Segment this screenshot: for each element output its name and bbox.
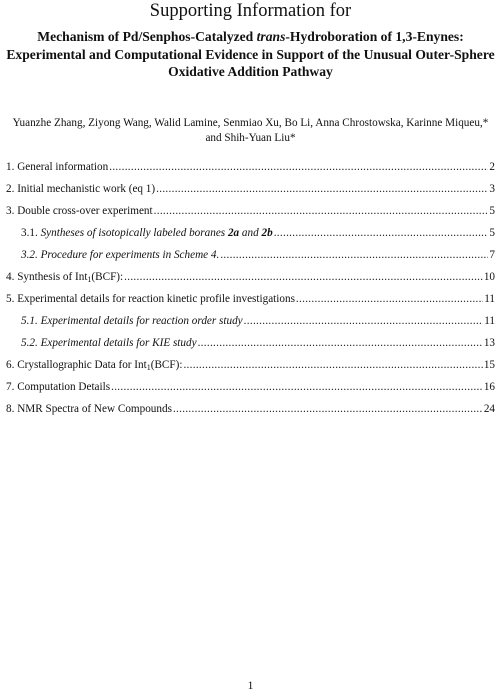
toc-entry-initial[interactable]	[6, 182, 495, 196]
toc-leader	[220, 248, 488, 262]
toc-leader	[183, 358, 482, 372]
toc-leader	[274, 226, 489, 240]
toc-label	[21, 314, 243, 328]
toc-leader	[296, 292, 483, 306]
toc-page: 11	[484, 315, 495, 327]
toc-leader	[109, 160, 488, 174]
toc-page: 15	[483, 359, 495, 371]
toc-number: 5.1.	[21, 315, 41, 327]
toc-label: 2. Initial mechanistic work (eq 1)	[6, 183, 156, 195]
toc-entry-kinetic[interactable]	[6, 292, 495, 306]
toc-label	[6, 358, 182, 372]
toc-leader	[156, 182, 488, 196]
toc-entry-kie[interactable]	[21, 336, 495, 350]
toc-entry-nmr[interactable]	[6, 402, 495, 416]
author-list	[6, 116, 495, 146]
toc-leader	[198, 336, 483, 350]
toc-page: 5	[489, 227, 495, 239]
toc-text-suffix: (BCF):	[150, 359, 183, 371]
toc-text: Syntheses of isotopically labeled boranes	[40, 227, 228, 239]
toc-entry-syntheses[interactable]	[21, 226, 495, 240]
compound-2b: 2b	[261, 227, 273, 239]
toc-page: 10	[483, 271, 495, 283]
toc-label	[6, 270, 123, 284]
toc-text: Experimental details for reaction order study	[40, 315, 243, 327]
toc-label: 7. Computation Details	[6, 381, 111, 393]
toc-entry-crossover[interactable]	[6, 204, 495, 218]
toc-text-and: and	[239, 227, 262, 239]
toc-subscript: 1	[87, 275, 92, 284]
toc-number: 5.2.	[21, 337, 41, 349]
compound-2a: 2a	[227, 227, 240, 239]
toc-leader	[173, 402, 483, 416]
toc-label	[21, 336, 197, 350]
toc-entry-computation[interactable]	[6, 380, 495, 394]
toc-leader	[244, 314, 484, 328]
toc-text: Procedure for experiments in Scheme 4.	[40, 249, 220, 261]
toc-entry-order[interactable]	[21, 314, 495, 328]
toc-page: 7	[489, 249, 495, 261]
toc-subscript: 1	[146, 363, 151, 372]
toc-leader	[111, 380, 483, 394]
authors-line-1: Yuanzhe Zhang, Ziyong Wang, Walid Lamine, Senmiao Xu, Bo Li, Anna Chrostowska, Karinne Miqueu,*	[12, 117, 489, 129]
toc-label	[21, 248, 219, 262]
toc-number: 3.1.	[21, 227, 41, 239]
toc-label	[21, 226, 273, 240]
toc-text: 6. Crystallographic Data for Int	[6, 359, 147, 371]
toc-entry-crystal[interactable]	[6, 358, 495, 372]
page-number: 1	[247, 680, 254, 692]
title-part3: -Hydroboration of 1,3-Enynes: Experimental and Computational Evidence in Support of the Unusual Outer-Sphere Oxidative Addition Pathway	[6, 29, 495, 79]
toc-leader	[124, 270, 483, 284]
toc-page: 11	[484, 293, 495, 305]
title-part1: Mechanism of Pd/Senphos-Catalyzed	[37, 29, 257, 44]
toc-page: 13	[483, 337, 495, 349]
toc-entry-procedure[interactable]	[21, 248, 495, 262]
toc-page: 16	[483, 381, 495, 393]
toc-label: 1. General information	[6, 161, 109, 173]
toc-page: 24	[483, 403, 495, 415]
toc-text-suffix: (BCF):	[91, 271, 124, 283]
paper-title	[6, 28, 495, 81]
toc-page: 5	[489, 205, 495, 217]
toc-text: Experimental details for KIE study	[40, 337, 197, 349]
toc-entry-synthesis-int[interactable]	[6, 270, 495, 284]
toc-label: 8. NMR Spectra of New Compounds	[6, 403, 172, 415]
toc-text: 4. Synthesis of Int	[6, 271, 88, 283]
authors-line-2: and Shih-Yuan Liu*	[205, 132, 296, 144]
toc-entry-general[interactable]	[6, 160, 495, 174]
header-title: Supporting Information for	[149, 1, 352, 21]
toc-label: 3. Double cross-over experiment	[6, 205, 153, 217]
title-italic: trans	[256, 29, 286, 44]
toc-leader	[154, 204, 489, 218]
toc-label: 5. Experimental details for reaction kinetic profile investigations	[6, 293, 295, 305]
toc-number: 3.2.	[21, 249, 41, 261]
toc-page: 2	[489, 161, 495, 173]
toc-page: 3	[489, 183, 495, 195]
